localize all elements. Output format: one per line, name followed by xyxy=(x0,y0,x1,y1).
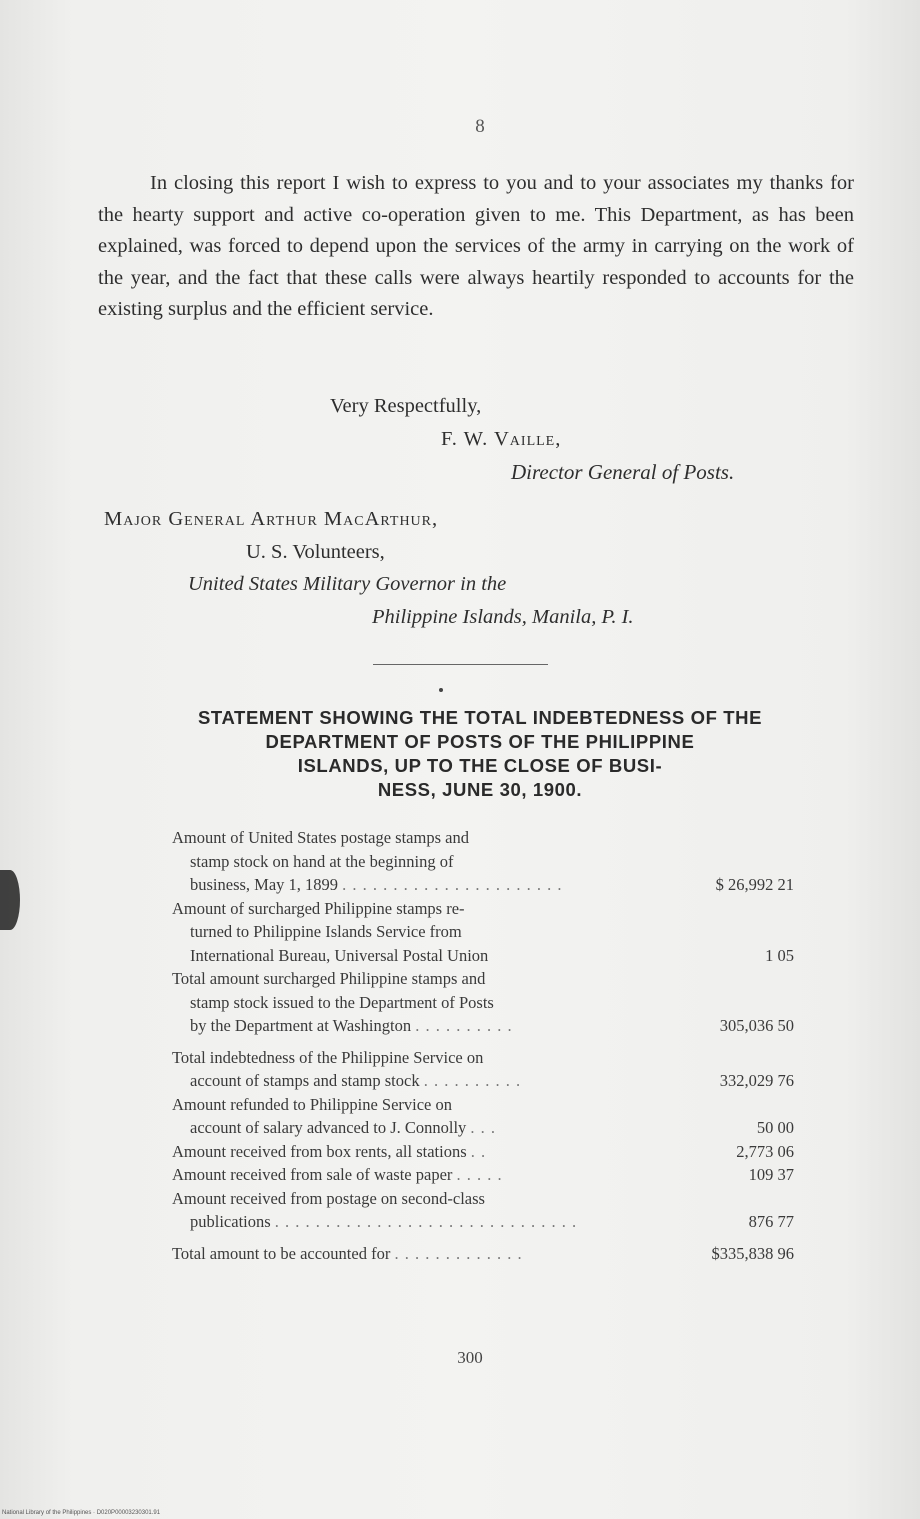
statement-title xyxy=(100,706,860,802)
library-imprint: National Library of the Philippines · D020P00003230301.91 xyxy=(2,1510,161,1516)
leader-dots: . . xyxy=(470,1141,487,1161)
statement-title-line: ISLANDS, UP TO THE CLOSE OF BUSI- xyxy=(297,755,663,776)
ledger-label-line: turned to Philippine Islands Service from xyxy=(190,922,462,941)
ledger-row xyxy=(172,826,804,897)
ledger-row xyxy=(172,1093,804,1140)
ledger-total-amount: $335,838 96 xyxy=(711,1243,794,1263)
leader-dots: . . . xyxy=(470,1118,497,1137)
leader-dots: . . . . . . . . . . . . . xyxy=(394,1243,523,1263)
signer-name: F. W. Vaille, xyxy=(441,428,562,450)
ledger-row xyxy=(172,1046,804,1093)
ledger-row xyxy=(172,897,804,968)
statement-title-line: DEPARTMENT OF POSTS OF THE PHILIPPINE xyxy=(265,731,695,752)
ledger-label-line: stamp stock issued to the Department of Posts xyxy=(190,992,494,1012)
ledger-label-line: Amount received from box rents, all stations xyxy=(172,1141,467,1161)
ledger-label-line: Total amount to be accounted for xyxy=(172,1243,391,1263)
ledger-label-line: Amount refunded to Philippine Service on xyxy=(172,1094,452,1114)
ledger-label-line: publications xyxy=(190,1212,271,1231)
ledger-amount: 305,036 50 xyxy=(719,1016,794,1035)
ledger-label-line: account of stamps and stamp stock xyxy=(190,1071,420,1090)
ledger-amount: $ 26,992 21 xyxy=(715,875,794,894)
ledger-amount: 332,029 76 xyxy=(719,1071,794,1090)
leader-dots: . . . . . . . . . . xyxy=(423,1071,522,1090)
ledger-label-line: account of salary advanced to J. Connolly xyxy=(190,1118,467,1137)
leader-dots: . . . . . . . . . . . . . . . . . . . . . . xyxy=(342,875,563,894)
ledger-label-line: Total amount surcharged Philippine stamps and xyxy=(172,969,486,988)
folio-number: 300 xyxy=(457,1348,483,1367)
addressee-name: Major General Arthur MacArthur, xyxy=(104,508,439,530)
leader-dots: . . . . . . . . . . . . . . . . . . . . . . . . . . . . . . xyxy=(274,1212,578,1231)
ledger-row xyxy=(172,1187,804,1234)
ledger-table xyxy=(172,826,804,1265)
ledger-label-line: Amount received from postage on second-class xyxy=(172,1188,485,1208)
ledger-row xyxy=(172,967,804,1038)
ledger-label-line: Amount of United States postage stamps and xyxy=(172,828,469,847)
ledger-amount: 876 77 xyxy=(748,1212,794,1231)
ledger-label-line: International Bureau, Universal Postal Union xyxy=(190,945,489,965)
ledger-amount: 50 00 xyxy=(756,1118,794,1137)
section-divider xyxy=(373,664,548,665)
signer-title: Director General of Posts. xyxy=(511,460,735,484)
statement-title-line: STATEMENT SHOWING THE TOTAL INDEBTEDNESS OF THE xyxy=(197,707,763,728)
ledger-amount: 1 05 xyxy=(765,945,794,965)
ledger-label-line: Amount of surcharged Philippine stamps re- xyxy=(172,898,465,918)
closing-paragraph-text: In closing this report I wish to express to you and to your associates my thanks for the hearty support and active co-operation given to me. This Department, as has been explained, was forced to depend upon the services of the army in carrying on the work of the year, and the fact that these calls were always heartily responded to accounts for the existing surplus and the efficient service. xyxy=(98,172,854,320)
addressee-line-3: United States Military Governor in the xyxy=(188,573,507,595)
ledger-row xyxy=(172,1163,804,1187)
ledger-total-row xyxy=(172,1242,804,1266)
ledger-label-line: Total indebtedness of the Philippine Service on xyxy=(172,1047,484,1067)
closing-paragraph xyxy=(98,168,854,326)
addressee-line-2: U. S. Volunteers, xyxy=(246,541,385,563)
ledger-label-line: Amount received from sale of waste paper xyxy=(172,1165,453,1184)
ledger-label-line: business, May 1, 1899 xyxy=(190,875,339,894)
ledger-label-line: stamp stock on hand at the beginning of xyxy=(190,851,454,871)
binding-mark xyxy=(0,870,20,930)
ledger-amount: 109 37 xyxy=(748,1165,794,1184)
ledger-row xyxy=(172,1140,804,1164)
ledger-amount: 2,773 06 xyxy=(736,1141,794,1161)
divider-dot xyxy=(439,688,443,692)
page-number: 8 xyxy=(475,116,485,137)
addressee-line-4: Philippine Islands, Manila, P. I. xyxy=(372,606,634,628)
ledger-label-line: by the Department at Washington xyxy=(190,1016,412,1035)
salutation: Very Respectfully, xyxy=(330,395,482,417)
leader-dots: . . . . . xyxy=(456,1165,503,1184)
leader-dots: . . . . . . . . . . xyxy=(415,1016,513,1035)
statement-title-line: NESS, JUNE 30, 1900. xyxy=(377,779,583,800)
